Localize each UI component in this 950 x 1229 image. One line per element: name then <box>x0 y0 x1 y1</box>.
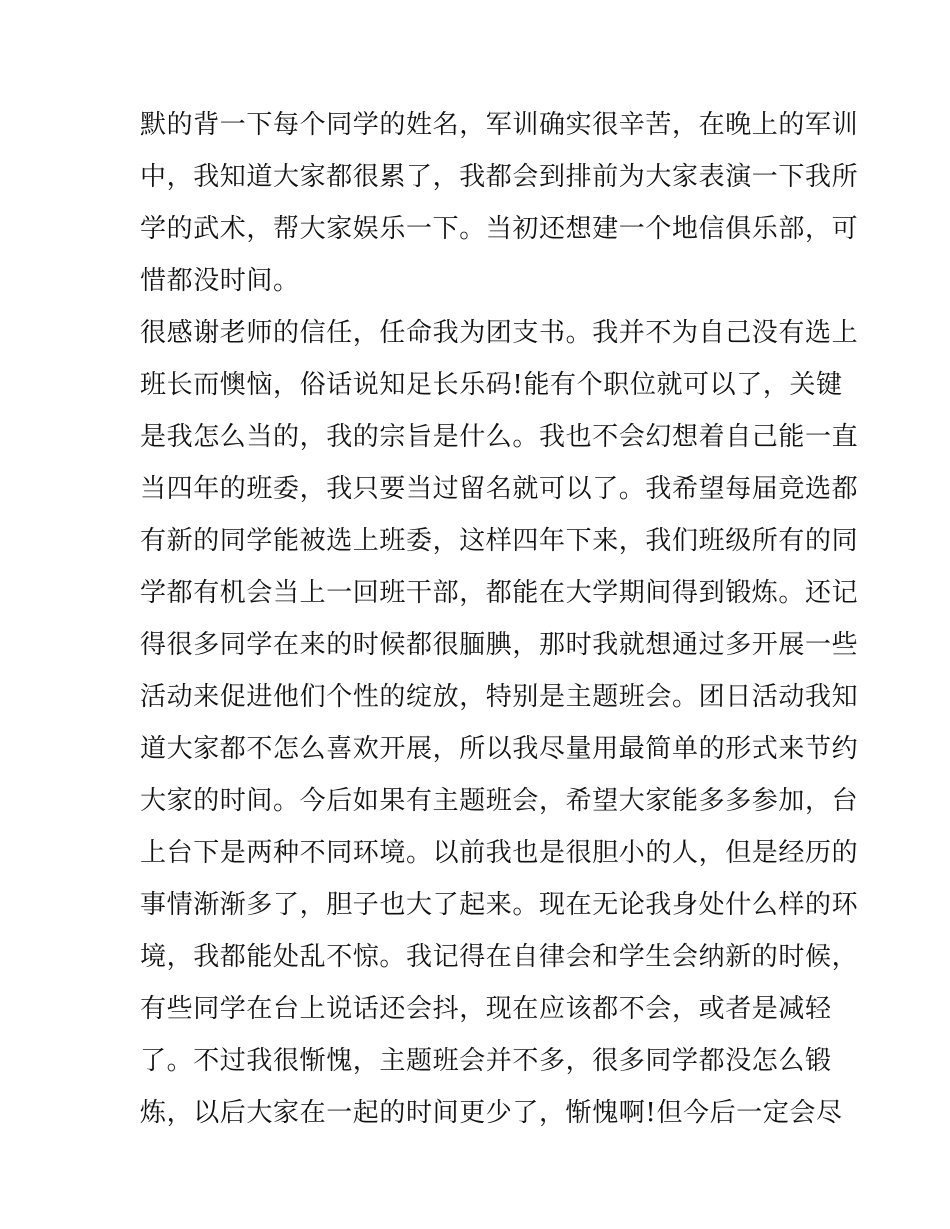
text-line: 有新的同学能被选上班委，这样四年下来，我们班级所有的同 <box>140 526 859 556</box>
text-line: 学都有机会当上一回班干部，都能在大学期间得到锻炼。还记 <box>140 578 859 608</box>
text-line: 有些同学在台上说话还会抖，现在应该都不会，或者是减轻 <box>140 994 832 1024</box>
text-line: 道大家都不怎么喜欢开展，所以我尽量用最简单的形式来节约 <box>140 734 859 764</box>
text-line: 事情渐渐多了，胆子也大了起来。现在无论我身处什么样的环 <box>140 890 859 920</box>
text-line: 得很多同学在来的时候都很腼腆，那时我就想通过多开展一些 <box>140 630 859 660</box>
text-line: 了。不过我很惭愧，主题班会并不多，很多同学都没怎么锻 <box>140 1046 832 1076</box>
text-line: 惜都没时间。 <box>140 266 300 296</box>
text-line: 上台下是两种不同环境。以前我也是很胆小的人，但是经历的 <box>140 838 859 868</box>
text-line: 默的背一下每个同学的姓名，军训确实很辛苦，在晚上的军训 <box>140 110 859 140</box>
text-line: 活动来促进他们个性的绽放，特别是主题班会。团日活动我知 <box>140 682 859 712</box>
text-line: 当四年的班委，我只要当过留名就可以了。我希望每届竞选都 <box>140 474 859 504</box>
text-line: 学的武术，帮大家娱乐一下。当初还想建一个地信俱乐部，可 <box>140 214 859 244</box>
text-line: 班长而懊恼，俗话说知足长乐码!能有个职位就可以了，关键 <box>140 370 843 400</box>
text-line: 是我怎么当的，我的宗旨是什么。我也不会幻想着自己能一直 <box>140 422 859 452</box>
text-line: 炼，以后大家在一起的时间更少了，惭愧啊!但今后一定会尽 <box>140 1098 843 1128</box>
text-line: 大家的时间。今后如果有主题班会，希望大家能多多参加，台 <box>140 786 859 816</box>
text-line: 中，我知道大家都很累了，我都会到排前为大家表演一下我所 <box>140 162 859 192</box>
text-line: 很感谢老师的信任，任命我为团支书。我并不为自己没有选上 <box>140 318 859 348</box>
text-line: 境，我都能处乱不惊。我记得在自律会和学生会纳新的时候， <box>140 942 859 972</box>
